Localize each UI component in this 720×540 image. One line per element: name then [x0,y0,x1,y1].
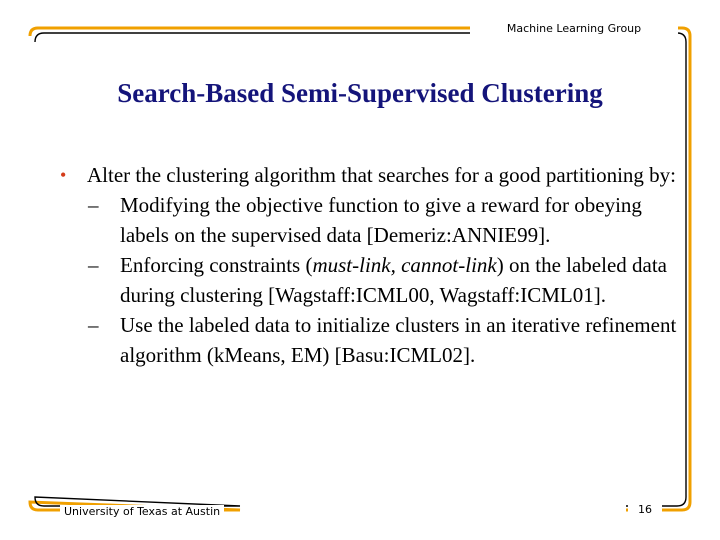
page-number: 16 [628,503,662,516]
dash-marker: – [88,313,99,337]
sub-bullet [60,250,680,310]
sub-bullet [60,190,680,250]
bullet-marker: • [60,165,67,185]
sub-bullet-text-after: ) on the labeled data during clustering [Wagstaff:ICML00, Wagstaff:ICML01]. [120,253,668,307]
slide-title: Search-Based Semi-Supervised Clustering [117,78,603,108]
slide-content [60,160,680,370]
sub-bullet-text-before: Enforcing constraints ( [120,253,313,277]
sub-bullet [60,310,680,370]
sub-bullet-text: Modifying the objective function to give a reward for obeying labels on the supervised data [Demeriz:ANNIE99]. [120,193,642,247]
sub-bullet-text: Use the labeled data to initialize clusters in an iterative refinement algorithm (kMeans, EM) [Basu:ICML02]. [120,313,677,367]
sub-bullet-list [60,190,680,370]
dash-marker: – [88,253,99,277]
sub-bullet-italic: must-link, cannot-link [312,253,497,277]
main-bullet [60,160,680,190]
footer-university: University of Texas at Austin [60,505,224,518]
dash-marker: – [88,193,99,217]
main-bullet-text: Alter the clustering algorithm that searches for a good partitioning by: [87,163,677,187]
header-group-label: Machine Learning Group [470,22,678,35]
